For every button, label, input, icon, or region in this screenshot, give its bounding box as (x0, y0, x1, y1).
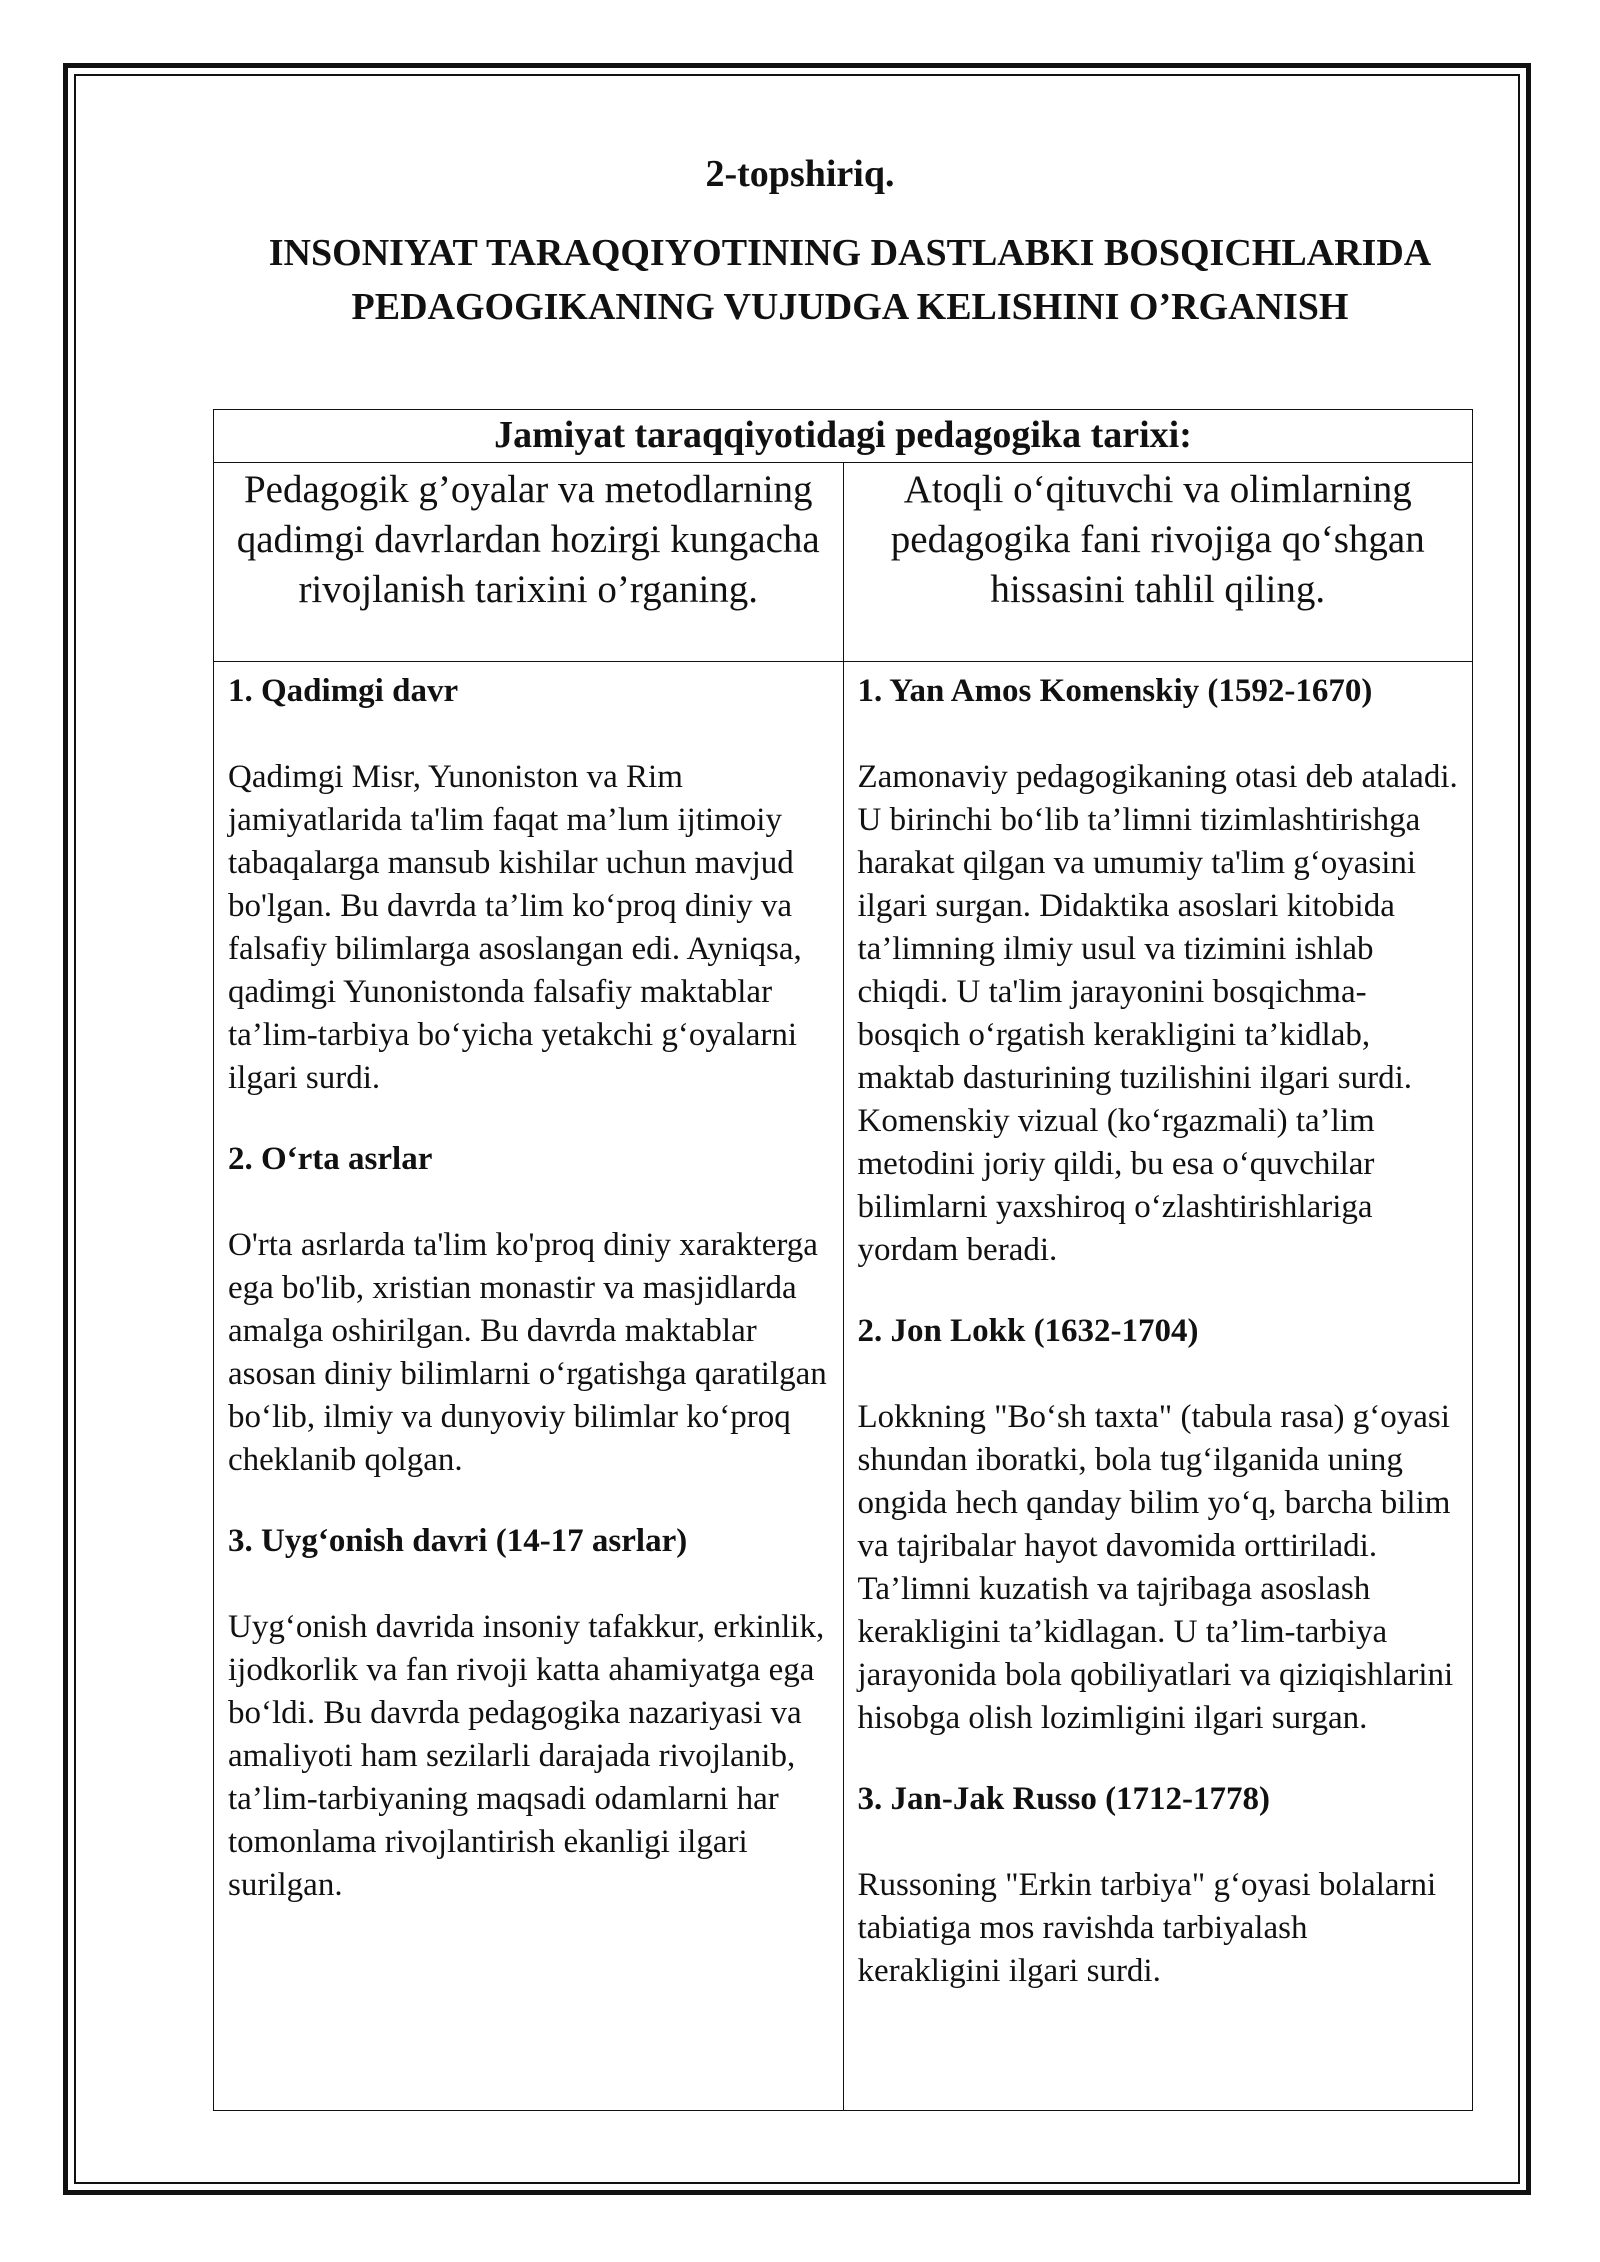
table-body-row (214, 662, 1473, 2111)
table-subheader-row (214, 463, 1473, 662)
section-text: O'rta asrlarda ta'lim ko'proq diniy xarakterga ega bo'lib, xristian monastir va masjidlarda amalga oshirilgan. Bu davrda maktablar asosan diniy bilimlarni o‘rgatishga qaratilgan bo‘lib, ilmiy va dunyoviy bilimlar ko‘proq cheklanib qolgan. (228, 1227, 827, 1478)
task-number: 2-topshiriq. (705, 153, 895, 195)
section-heading: 2. Jon Lokk (1632-1704) (857, 1313, 1199, 1349)
right-column-content (843, 662, 1473, 2111)
section-heading: 1. Qadimgi davr (228, 673, 459, 709)
document-title: INSONIYAT TARAQQIYOTINING DASTLABKI BOSQICHLARIDA PEDAGOGIKANING VUJUDGA KELISHINI O’RGANISH (268, 232, 1432, 328)
right-column-subheader: Atoqli o‘qituvchi va olimlarning pedagogika fani rivojiga qo‘shgan hissasini tahlil qiling. (843, 463, 1473, 662)
section-heading: 1. Yan Amos Komenskiy (1592-1670) (857, 673, 1373, 709)
table-header: Jamiyat taraqqiyotidagi pedagogika tarixi: (214, 410, 1473, 463)
section-heading: 3. Jan-Jak Russo (1712-1778) (857, 1781, 1271, 1817)
history-table (213, 409, 1473, 2111)
section-heading: 3. Uyg‘onish davri (14-17 asrlar) (228, 1523, 688, 1559)
left-column-subheader: Pedagogik g’oyalar va metodlarning qadimgi davrlardan hozirgi kungacha rivojlanish tarixini o’rganing. (214, 463, 844, 662)
left-column-content (214, 662, 844, 2111)
section-text: Qadimgi Misr, Yunoniston va Rim jamiyatlarida ta'lim faqat ma’lum ijtimoiy tabaqalarga mansub kishilar uchun mavjud bo'lgan. Bu davrda ta’lim ko‘proq diniy va falsafiy bilimlarga asoslangan edi. Ayniqsa, qadimgi Yunonistonda falsafiy maktablar ta’lim-tarbiya bo‘yicha yetakchi g‘oyalarni ilgari surdi. (228, 759, 802, 1096)
section-heading: 2. O‘rta asrlar (228, 1141, 433, 1177)
section-text: Zamonaviy pedagogikaning otasi deb ataladi. U birinchi bo‘lib ta’limni tizimlashtirishga harakat qilgan va umumiy ta'lim g‘oyasini ilgari surgan. Didaktika asoslari kitobida ta’limning ilmiy usul va tizimini ishlab chiqdi. U ta'lim jarayonini bosqichma-bosqich o‘rgatish kerakligini ta’kidlab, maktab dasturining tuzilishini ilgari surdi. Komenskiy vizual (ko‘rgazmali) ta’lim metodini joriy qildi, bu esa o‘quvchilar bilimlarni yaxshiroq o‘zlashtirishlariga yordam beradi. (857, 759, 1458, 1268)
section-text: Uyg‘onish davrida insoniy tafakkur, erkinlik, ijodkorlik va fan rivoji katta ahamiyatga ega bo‘ldi. Bu davrda pedagogika nazariyasi va amaliyoti ham sezilarli darajada rivojlanib, ta’lim-tarbiyaning maqsadi odamlarni har tomonlama rivojlantirish ekanligi ilgari surilgan. (228, 1609, 825, 1903)
table-header-row (214, 410, 1473, 463)
section-text: Russoning "Erkin tarbiya" g‘oyasi bolalarni tabiatiga mos ravishda tarbiyalash kerakligini ilgari surdi. (857, 1867, 1437, 1989)
section-text: Lokkning "Bo‘sh taxta" (tabula rasa) g‘oyasi shundan iboratki, bola tug‘ilganida uning ongida hech qanday bilim yo‘q, barcha bilim va tajribalar hayot davomida orttiriladi. Ta’limni kuzatish va tajribaga asoslash kerakligini ta’kidlagan. U ta’lim-tarbiya jarayonida bola qobiliyatlari va qiziqishlarini hisobga olish lozimligini ilgari surgan. (857, 1399, 1454, 1736)
